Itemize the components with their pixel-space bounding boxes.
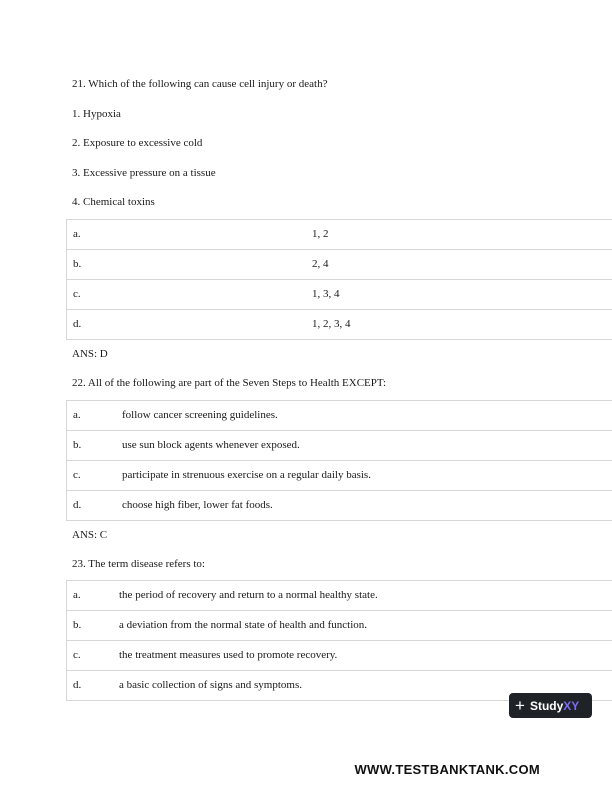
question-21-text: 21. Which of the following can cause cell injury or death? xyxy=(72,78,328,90)
q21-item-1: 1. Hypoxia xyxy=(72,108,121,120)
q23-option-a xyxy=(67,581,612,611)
option-letter: d. xyxy=(73,679,82,691)
q21-options-table xyxy=(66,219,612,340)
badge-label-accent: XY xyxy=(563,698,580,713)
option-text: choose high fiber, lower fat foods. xyxy=(122,499,273,511)
q23-options-table xyxy=(66,580,612,701)
option-letter: a. xyxy=(73,589,81,601)
question-22-text: 22. All of the following are part of the Seven Steps to Health EXCEPT: xyxy=(72,377,387,389)
studyxy-badge[interactable] xyxy=(509,693,592,718)
q21-item-2: 2. Exposure to excessive cold xyxy=(72,137,203,149)
option-letter: b. xyxy=(73,619,82,631)
option-text: use sun block agents whenever exposed. xyxy=(122,439,300,451)
q21-option-b xyxy=(67,250,612,280)
option-text: 2, 4 xyxy=(312,258,329,270)
option-text: participate in strenuous exercise on a regular daily basis. xyxy=(122,469,371,481)
option-text: a deviation from the normal state of health and function. xyxy=(119,619,368,631)
option-text: follow cancer screening guidelines. xyxy=(122,409,278,421)
q21-option-d xyxy=(67,310,612,340)
option-letter: c. xyxy=(73,288,81,300)
option-letter: a. xyxy=(73,228,81,240)
option-letter: b. xyxy=(73,439,82,451)
question-23-text: 23. The term disease refers to: xyxy=(72,558,205,570)
q22-options-table xyxy=(66,400,612,521)
q23-option-b xyxy=(67,611,612,641)
q21-option-a xyxy=(67,220,612,250)
option-letter: a. xyxy=(73,409,81,421)
plus-icon: + xyxy=(515,696,525,715)
option-text: 1, 2 xyxy=(312,228,329,240)
option-letter: d. xyxy=(73,318,82,330)
badge-label-main: Study xyxy=(529,698,564,713)
q21-answer: ANS: D xyxy=(72,348,108,360)
footer-url: WWW.TESTBANKTANK.COM xyxy=(354,762,540,777)
option-letter: b. xyxy=(73,258,82,270)
q22-option-d xyxy=(67,491,612,521)
q22-option-b xyxy=(67,431,612,461)
q21-item-3: 3. Excessive pressure on a tissue xyxy=(72,167,216,179)
q21-option-c xyxy=(67,280,612,310)
option-letter: d. xyxy=(73,499,82,511)
option-letter: c. xyxy=(73,649,81,661)
q22-answer: ANS: C xyxy=(72,529,108,541)
q22-option-a xyxy=(67,401,612,431)
q23-option-c xyxy=(67,641,612,671)
option-text: a basic collection of signs and symptoms. xyxy=(119,679,302,691)
option-text: the period of recovery and return to a normal healthy state. xyxy=(119,589,378,601)
option-text: the treatment measures used to promote recovery. xyxy=(119,649,338,661)
option-letter: c. xyxy=(73,469,81,481)
option-text: 1, 2, 3, 4 xyxy=(312,318,351,330)
option-text: 1, 3, 4 xyxy=(312,288,340,300)
q22-option-c xyxy=(67,461,612,491)
q21-item-4: 4. Chemical toxins xyxy=(72,196,155,208)
